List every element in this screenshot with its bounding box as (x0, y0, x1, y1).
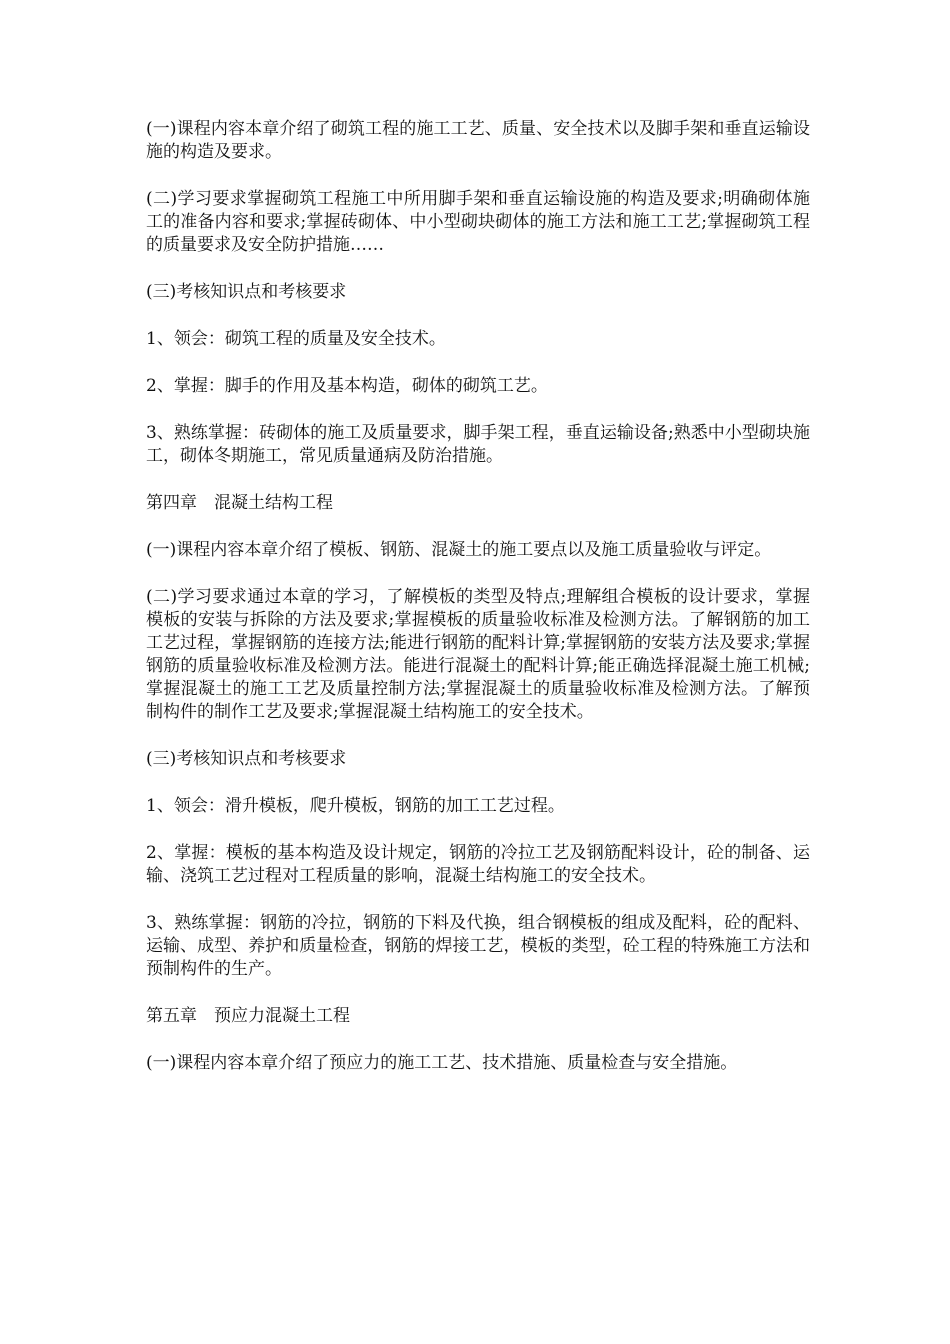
document-page (146, 118, 810, 1099)
ch3-proficient-item: 3、熟练掌握：砖砌体的施工及质量要求，脚手架工程，垂直运输设备;熟悉中小型砌块施工，砌体冬期施工，常见质量通病及防治措施。 (146, 423, 810, 466)
ch5-course-content: (一)课程内容本章介绍了预应力的施工工艺、技术措施、质量检查与安全措施。 (146, 1053, 738, 1073)
chapter-4-title: 第四章 混凝土结构工程 (146, 493, 333, 513)
ch3-assessment-heading: (三)考核知识点和考核要求 (146, 282, 347, 302)
ch3-master-item: 2、掌握：脚手的作用及基本构造，砌体的砌筑工艺。 (146, 376, 548, 396)
ch4-understand-item: 1、领会：滑升模板，爬升模板，钢筋的加工工艺过程。 (146, 796, 565, 816)
ch4-master-item: 2、掌握：模板的基本构造及设计规定，钢筋的冷拉工艺及钢筋配料设计，砼的制备、运输、浇筑工艺过程对工程质量的影响，混凝土结构施工的安全技术。 (146, 843, 810, 886)
ch3-learning-requirements: (二)学习要求掌握砌筑工程施工中所用脚手架和垂直运输设施的构造及要求;明确砌体施工的准备内容和要求;掌握砖砌体、中小型砌块砌体的施工方法和施工工艺;掌握砌筑工程的质量要求及安全防护措施…… (146, 189, 810, 255)
ch4-course-content: (一)课程内容本章介绍了模板、钢筋、混凝土的施工要点以及施工质量验收与评定。 (146, 540, 772, 560)
ch3-understand-item: 1、领会：砌筑工程的质量及安全技术。 (146, 329, 446, 349)
ch4-proficient-item: 3、熟练掌握：钢筋的冷拉，钢筋的下料及代换，组合钢模板的组成及配料，砼的配料、运输、成型、养护和质量检查，钢筋的焊接工艺，模板的类型，砼工程的特殊施工方法和预制构件的生产。 (146, 913, 810, 979)
ch3-course-content: (一)课程内容本章介绍了砌筑工程的施工工艺、质量、安全技术以及脚手架和垂直运输设施的构造及要求。 (146, 119, 810, 162)
ch4-learning-requirements: (二)学习要求通过本章的学习，了解模板的类型及特点;理解组合模板的设计要求，掌握模板的安装与拆除的方法及要求;掌握模板的质量验收标准及检测方法。了解钢筋的加工工艺过程，掌握钢筋的连接方法;能进行钢筋的配料计算;掌握钢筋的安装方法及要求;掌握钢筋的质量验收标准及检测方法。能进行混凝土的配料计算;能正确选择混凝土施工机械;掌握混凝土的施工工艺及质量控制方法;掌握混凝土的质量验收标准及检测方法。了解预制构件的制作工艺及要求;掌握混凝土结构施工的安全技术。 (146, 587, 810, 722)
chapter-5-title: 第五章 预应力混凝土工程 (146, 1006, 350, 1026)
ch4-assessment-heading: (三)考核知识点和考核要求 (146, 749, 347, 769)
